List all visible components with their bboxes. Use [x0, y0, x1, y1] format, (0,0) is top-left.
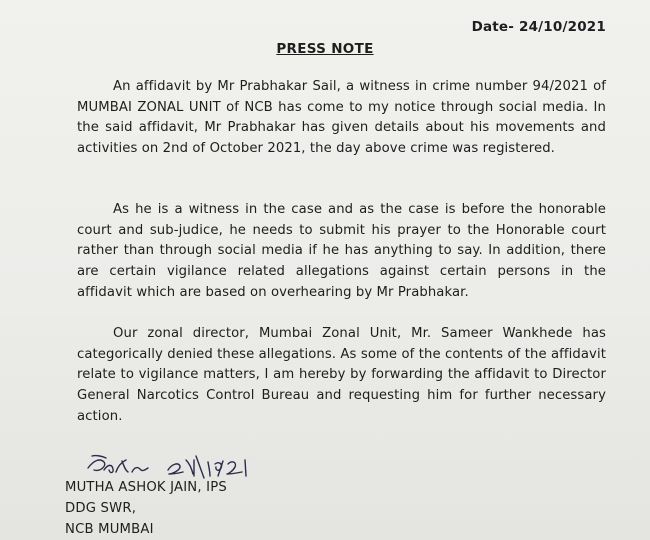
signatory-name: MUTHA ASHOK JAIN, IPS — [65, 480, 227, 495]
document-date: Date- 24/10/2021 — [471, 19, 606, 35]
paragraph-3: Our zonal director, Mumbai Zonal Unit, Mr. Sameer Wankhede has categorically denied these allegations. As some of the contents of the affidavit relate to vigilance matters, I am hereby by forwarding the affidavit to Director General Narcotics Control Bureau and requesting him for further necessary action. — [77, 326, 606, 424]
signatory-block — [65, 477, 227, 540]
paragraph-2: As he is a witness in the case and as the case is before the honorable court and sub-judice, he needs to submit his prayer to the Honorable court rather than through social media if he has anything to say. In addition, there are certain vigilance related allegations against certain persons in the affidavit which are based on overhearing by Mr Prabhakar. — [77, 202, 606, 300]
document-title: PRESS NOTE — [276, 41, 374, 57]
paragraph-1: An affidavit by Mr Prabhakar Sail, a witness in crime number 94/2021 of MUMBAI ZONAL UNIT of NCB has come to my notice through social media. In the said affidavit, Mr Prabhakar has given details about his movements and activities on 2nd of October 2021, the day above crime was registered. — [77, 79, 606, 157]
signatory-designation: DDG SWR, — [65, 501, 137, 516]
signatory-office: NCB MUMBAI — [65, 522, 154, 537]
